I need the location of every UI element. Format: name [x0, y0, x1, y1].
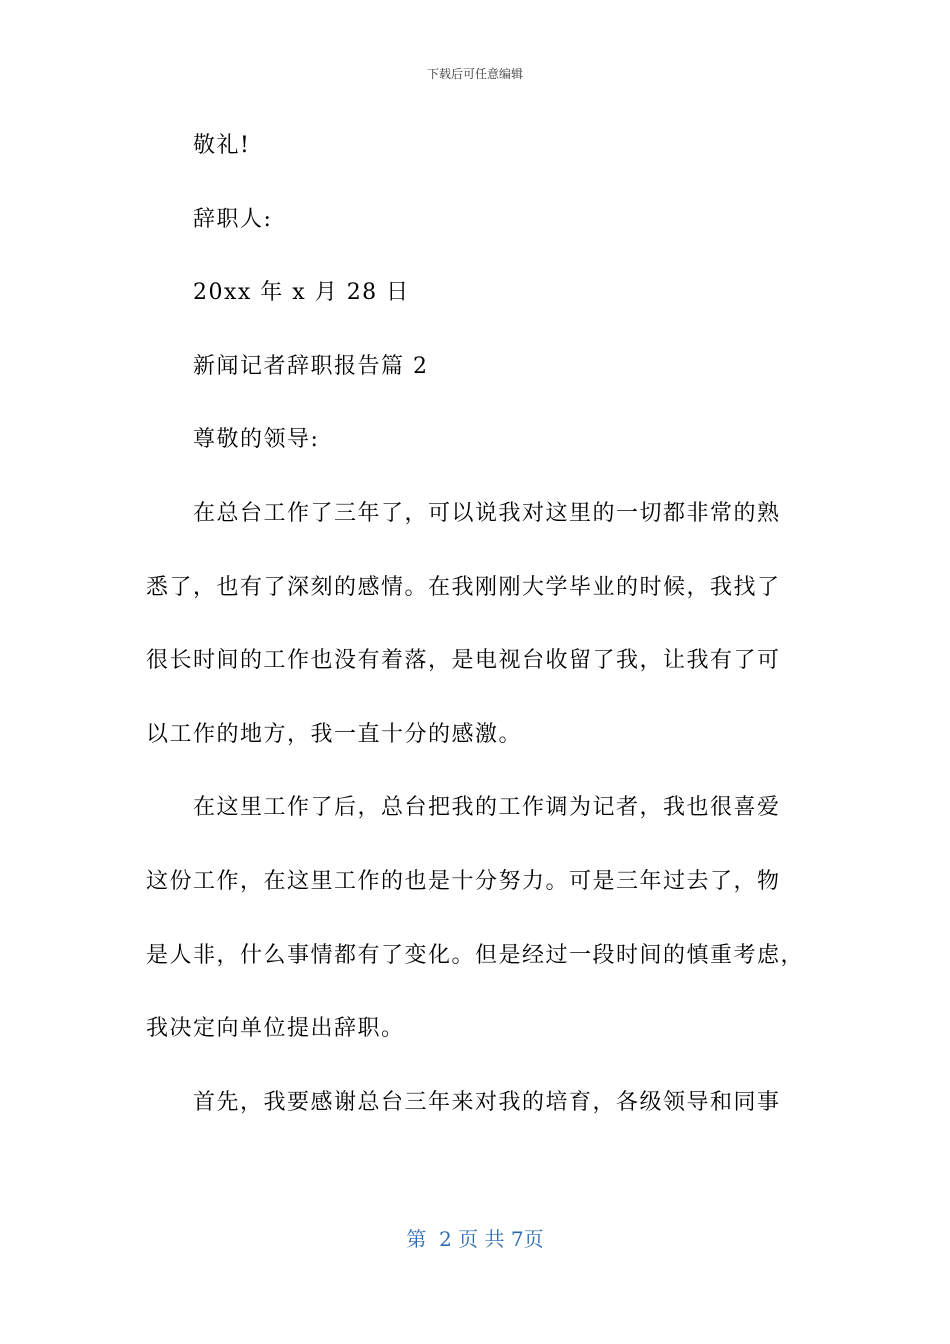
- salutation: 尊敬的领导:: [193, 427, 320, 453]
- paragraph-line: 是人非，什么事情都有了变化。但是经过一段时间的慎重考虑，: [146, 942, 805, 968]
- closing-line: 敬礼!: [193, 133, 251, 158]
- paragraph-line: 在这里工作了后，总台把我的工作调为记者，我也很喜爱: [193, 795, 781, 821]
- page-indicator: 第 2 页 共 7页: [406, 1227, 544, 1251]
- paragraph-line: 这份工作，在这里工作的也是十分努力。可是三年过去了，物: [146, 868, 781, 894]
- paragraph-line: 悉了，也有了深刻的感情。在我刚刚大学毕业的时候，我找了: [146, 574, 781, 600]
- paragraph-2: [146, 789, 806, 1047]
- paragraph-line: 我决定向单位提出辞职。: [146, 1016, 405, 1042]
- section-title: 新闻记者辞职报告篇 2: [193, 353, 429, 379]
- document-body: [146, 127, 806, 1121]
- paragraph-line: 在总台工作了三年了，可以说我对这里的一切都非常的熟: [193, 500, 781, 526]
- header-note: 下载后可任意编辑: [426, 67, 523, 81]
- paragraph-line: 很长时间的工作也没有着落，是电视台收留了我，让我有了可: [146, 648, 781, 674]
- paragraph-1: [146, 495, 806, 753]
- paragraph-3: [146, 1084, 806, 1121]
- date-line: 20xx 年 x 月 28 日: [193, 280, 410, 306]
- paragraph-line: 以工作的地方，我一直十分的感激。: [146, 721, 523, 747]
- signature-label: 辞职人:: [193, 206, 273, 232]
- paragraph-line: 首先，我要感谢总台三年来对我的培育，各级领导和同事: [193, 1089, 781, 1115]
